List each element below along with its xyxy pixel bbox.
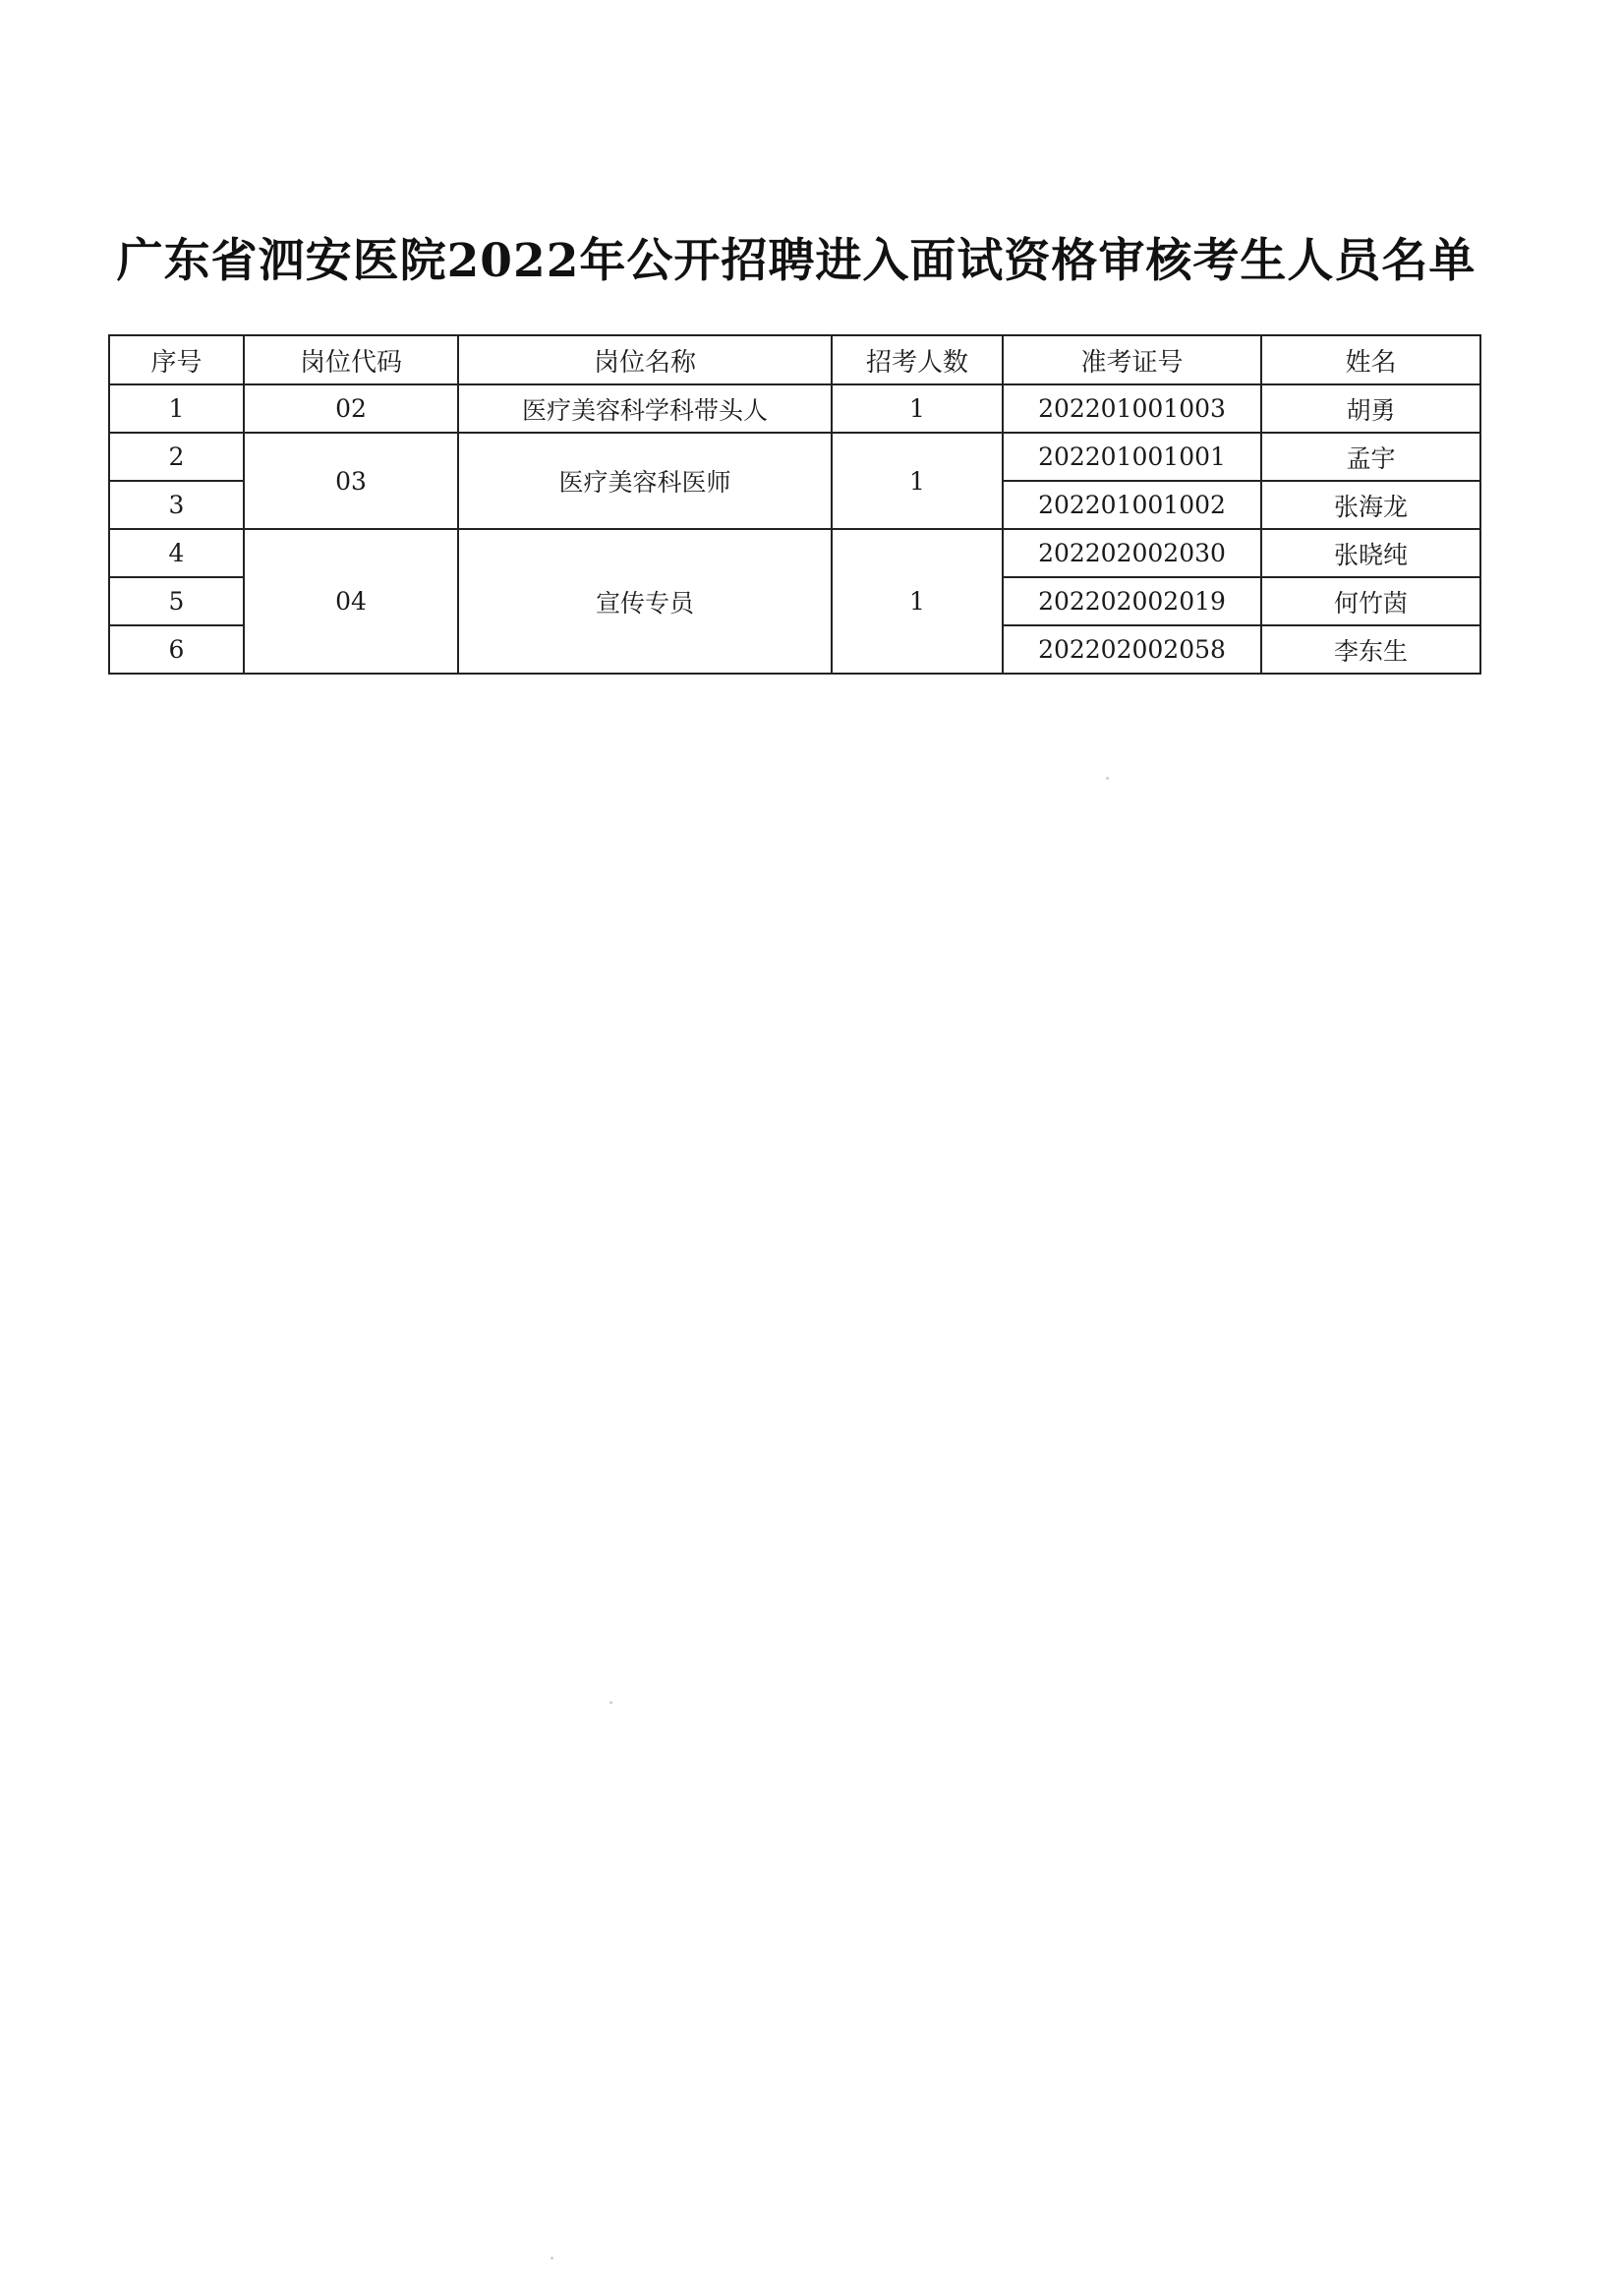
candidate-table — [108, 334, 1481, 675]
candidate-name-cell: 李东生 — [1261, 625, 1480, 674]
exam-number-cell: 202201001003 — [1003, 384, 1261, 433]
position-name-cell: 医疗美容科学科带头人 — [458, 384, 832, 433]
exam-number-cell: 202202002019 — [1003, 577, 1261, 625]
table-row — [109, 529, 1480, 577]
document-title: 广东省泗安医院2022年公开招聘进入面试资格审核考生人员名单 — [116, 234, 1477, 288]
seq-cell: 5 — [109, 577, 244, 625]
seq-cell: 4 — [109, 529, 244, 577]
scan-speck — [1106, 777, 1109, 780]
header-seq: 序号 — [109, 335, 244, 384]
candidate-name-cell: 何竹茵 — [1261, 577, 1480, 625]
header-exam-number: 准考证号 — [1003, 335, 1261, 384]
header-position-name: 岗位名称 — [458, 335, 832, 384]
exam-number-cell: 202201001002 — [1003, 481, 1261, 529]
candidate-name-cell: 张海龙 — [1261, 481, 1480, 529]
exam-number-cell: 202202002030 — [1003, 529, 1261, 577]
scan-speck — [609, 1701, 612, 1704]
position-code-cell: 04 — [244, 529, 458, 674]
position-name-cell: 宣传专员 — [458, 529, 832, 674]
seq-cell: 6 — [109, 625, 244, 674]
position-code-cell: 02 — [244, 384, 458, 433]
quota-cell: 1 — [832, 384, 1003, 433]
header-name: 姓名 — [1261, 335, 1480, 384]
seq-cell: 3 — [109, 481, 244, 529]
table-header-row — [109, 335, 1480, 384]
table-row — [109, 384, 1480, 433]
position-name-cell: 医疗美容科医师 — [458, 433, 832, 529]
candidate-name-cell: 张晓纯 — [1261, 529, 1480, 577]
header-quota: 招考人数 — [832, 335, 1003, 384]
candidate-name-cell: 胡勇 — [1261, 384, 1480, 433]
header-position-code: 岗位代码 — [244, 335, 458, 384]
candidate-name-cell: 孟宇 — [1261, 433, 1480, 481]
exam-number-cell: 202201001001 — [1003, 433, 1261, 481]
quota-cell: 1 — [832, 529, 1003, 674]
quota-cell: 1 — [832, 433, 1003, 529]
seq-cell: 1 — [109, 384, 244, 433]
exam-number-cell: 202202002058 — [1003, 625, 1261, 674]
scan-speck — [550, 2257, 553, 2260]
seq-cell: 2 — [109, 433, 244, 481]
table-row — [109, 433, 1480, 481]
position-code-cell: 03 — [244, 433, 458, 529]
